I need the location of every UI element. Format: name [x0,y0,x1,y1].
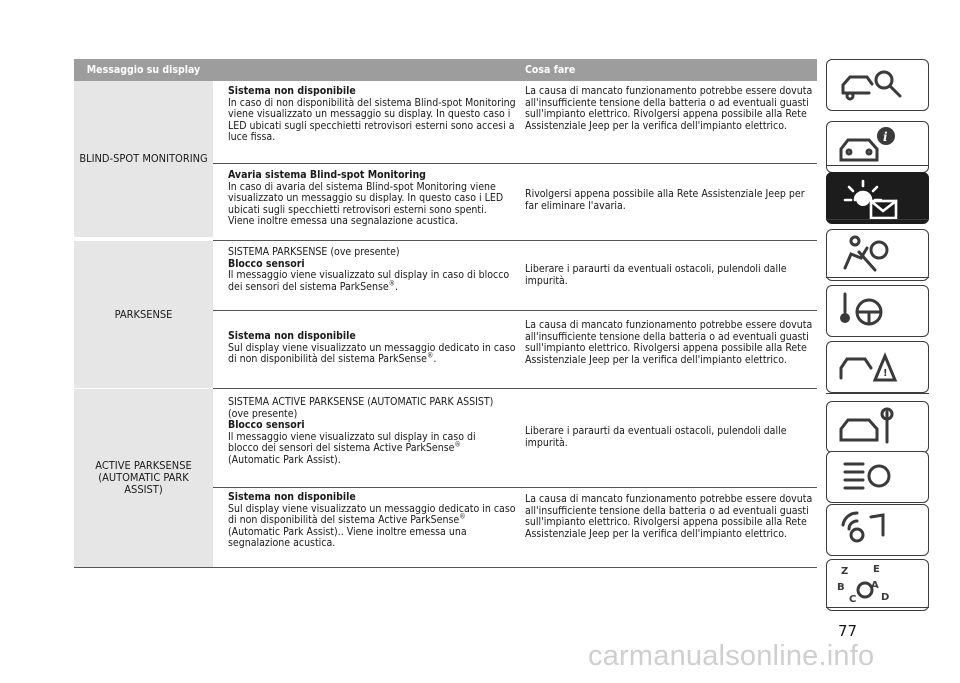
specs-gear-icon [827,452,927,501]
group-label-blind-spot [74,81,213,237]
header-what-to-do: Cosa fare [525,64,576,76]
chapter-tab-maintenance[interactable] [826,401,929,453]
sidebar-divider [826,393,929,394]
row-action-text: Rivolgersi appena possibile alla Rete Assistenziale Jeep per far eliminare l'avaria. [525,188,805,212]
row-action-text: La causa di mancato funzionamento potrebbe essere dovuta all'insufficiente tensione della batteria o ad eventuali guasti sull'impianto elettrico. Rivolgersi appena possibile alla Rete Assistenziale Jeep per la verifica dell'impianto elettrico. [525,493,813,540]
chapter-tab-technical-data[interactable] [826,451,929,503]
row-text-end: . [395,280,398,293]
row-action-text: La causa di mancato funzionamento potrebbe essere dovuta all'insufficiente tensione della batteria o ad eventuali guasti sull'impianto elettrico. Rivolgersi appena possibile alla Rete Assistenziale Jeep per la verifica dell'impianto elettrico. [525,319,813,366]
row-message [228,397,504,467]
car-search-icon [827,60,927,109]
row-action-text: La causa di mancato funzionamento potrebbe essere dovuta all'insufficiente tensione della batteria o ad eventuali guasti sull'impianto elettrico. Rivolgersi appena possibile alla Rete Assistenziale Jeep per la verifica dell'impianto elettrico. [525,85,813,132]
row-message [228,247,516,293]
row-text: In caso di non disponibilità del sistema Blind-spot Monitoring viene visualizzato un messaggio su display. In questo caso i LED ubicati sugli specchietti retrovisori esterni sono accesi a luce fissa. [228,96,516,144]
row-action [525,494,813,540]
row-message [228,170,516,228]
group-label-text: ACTIVE PARKSENSE (AUTOMATIC PARK ASSIST) [95,459,192,496]
table-bottom-line [74,567,817,568]
row-action [525,320,813,366]
svg-text:A: A [871,580,879,591]
row-title: Avaria sistema Blind-spot Monitoring [228,169,426,181]
row-action [525,189,813,212]
svg-text:i: i [883,130,888,144]
row-text: Il messaggio viene visualizzato sul display in caso di blocco dei sensori del sistema Active ParkSense [228,430,476,455]
svg-text:Z: Z [841,566,849,577]
registered-mark: ® [388,279,395,288]
row-divider [213,240,817,241]
row-system-name: SISTEMA PARKSENSE (ove presente) [228,246,400,258]
airbag-seatbelt-icon [827,230,927,279]
chapter-tab-knowing-vehicle[interactable] [826,59,929,111]
car-wrench-icon [827,402,927,451]
alphabetical-index-icon [827,560,927,609]
car-warning-icon [827,342,927,391]
row-title: Sistema non disponibile [228,330,356,342]
row-divider [213,487,817,488]
chapter-tab-multimedia[interactable] [826,504,929,556]
chapter-tab-index[interactable] [826,559,929,611]
row-action [525,86,813,132]
chapter-tab-starting-driving[interactable] [826,285,929,337]
row-action-text: Liberare i paraurti da eventuali ostacoli, pulendoli dalle impurità. [525,263,787,287]
row-text: In caso di avaria del sistema Blind-spot Monitoring viene visualizzato un messaggio su display. In questo caso i LED ubicati sugli specchietti retrovisori esterni sono spenti. Viene inoltre emessa una segnalazione acustica. [228,180,504,228]
group-label-parksense [74,241,213,388]
row-message [228,86,516,144]
svg-text:D: D [881,592,890,603]
group-label-active-parksense [74,389,213,567]
row-action-text: Liberare i paraurti da eventuali ostacoli, pulendoli dalle impurità. [525,425,787,449]
row-message [228,331,516,366]
page-number: 77 [838,622,858,640]
chapter-tab-safety[interactable] [826,229,929,281]
row-action [525,426,813,449]
registered-mark: ® [427,351,434,360]
row-title: Sistema non disponibile [228,491,356,503]
multimedia-icon [827,505,927,554]
registered-mark: ® [454,440,461,449]
row-system-name: SISTEMA ACTIVE PARKSENSE (AUTOMATIC PARK ASSIST) (ove presente) [228,396,494,420]
sidebar-divider [826,219,929,220]
row-title: Sistema non disponibile [228,85,356,97]
row-divider [213,310,817,311]
row-title: Blocco sensori [228,257,305,270]
chapter-tab-warning-lights[interactable] [826,172,929,224]
sidebar-divider [826,607,929,608]
svg-text:!: ! [883,368,888,379]
row-text: Il messaggio viene visualizzato sul display in caso di blocco dei sensori del sistema ParkSense [228,269,510,293]
sidebar-divider [826,277,929,278]
warning-light-message-icon [827,173,927,222]
row-divider [213,163,817,164]
row-text-end: (Automatic Park Assist). [228,453,341,466]
table-header [74,59,817,81]
registered-mark: ® [459,512,466,521]
watermark: carmanualsonline.info [588,640,875,672]
svg-text:C: C [849,594,857,605]
row-action [525,264,813,287]
svg-text:E: E [873,564,880,575]
row-divider [213,388,817,389]
row-message [228,492,518,550]
row-text: Sul display viene visualizzato un messaggio dedicato in caso di non disponibilità del sistema Active ParkSense [228,502,516,527]
group-label-text: BLIND-SPOT MONITORING [79,152,208,165]
group-label-text: PARKSENSE [114,307,173,321]
row-text-end: . [433,353,437,366]
car-info-icon [827,122,927,171]
chapter-tab-emergency[interactable] [826,341,929,393]
row-text-end: (Automatic Park Assist).. Viene inoltre emessa una segnalazione acustica. [228,525,467,550]
sidebar-divider [826,165,929,166]
key-steering-wheel-icon [827,286,927,335]
header-display-message: Messaggio su display [86,64,201,76]
svg-text:B: B [837,582,845,593]
row-title: Blocco sensori [228,419,305,432]
row-text: Sul display viene visualizzato un messaggio dedicato in caso di non disponibilità del sistema ParkSense [228,341,516,366]
